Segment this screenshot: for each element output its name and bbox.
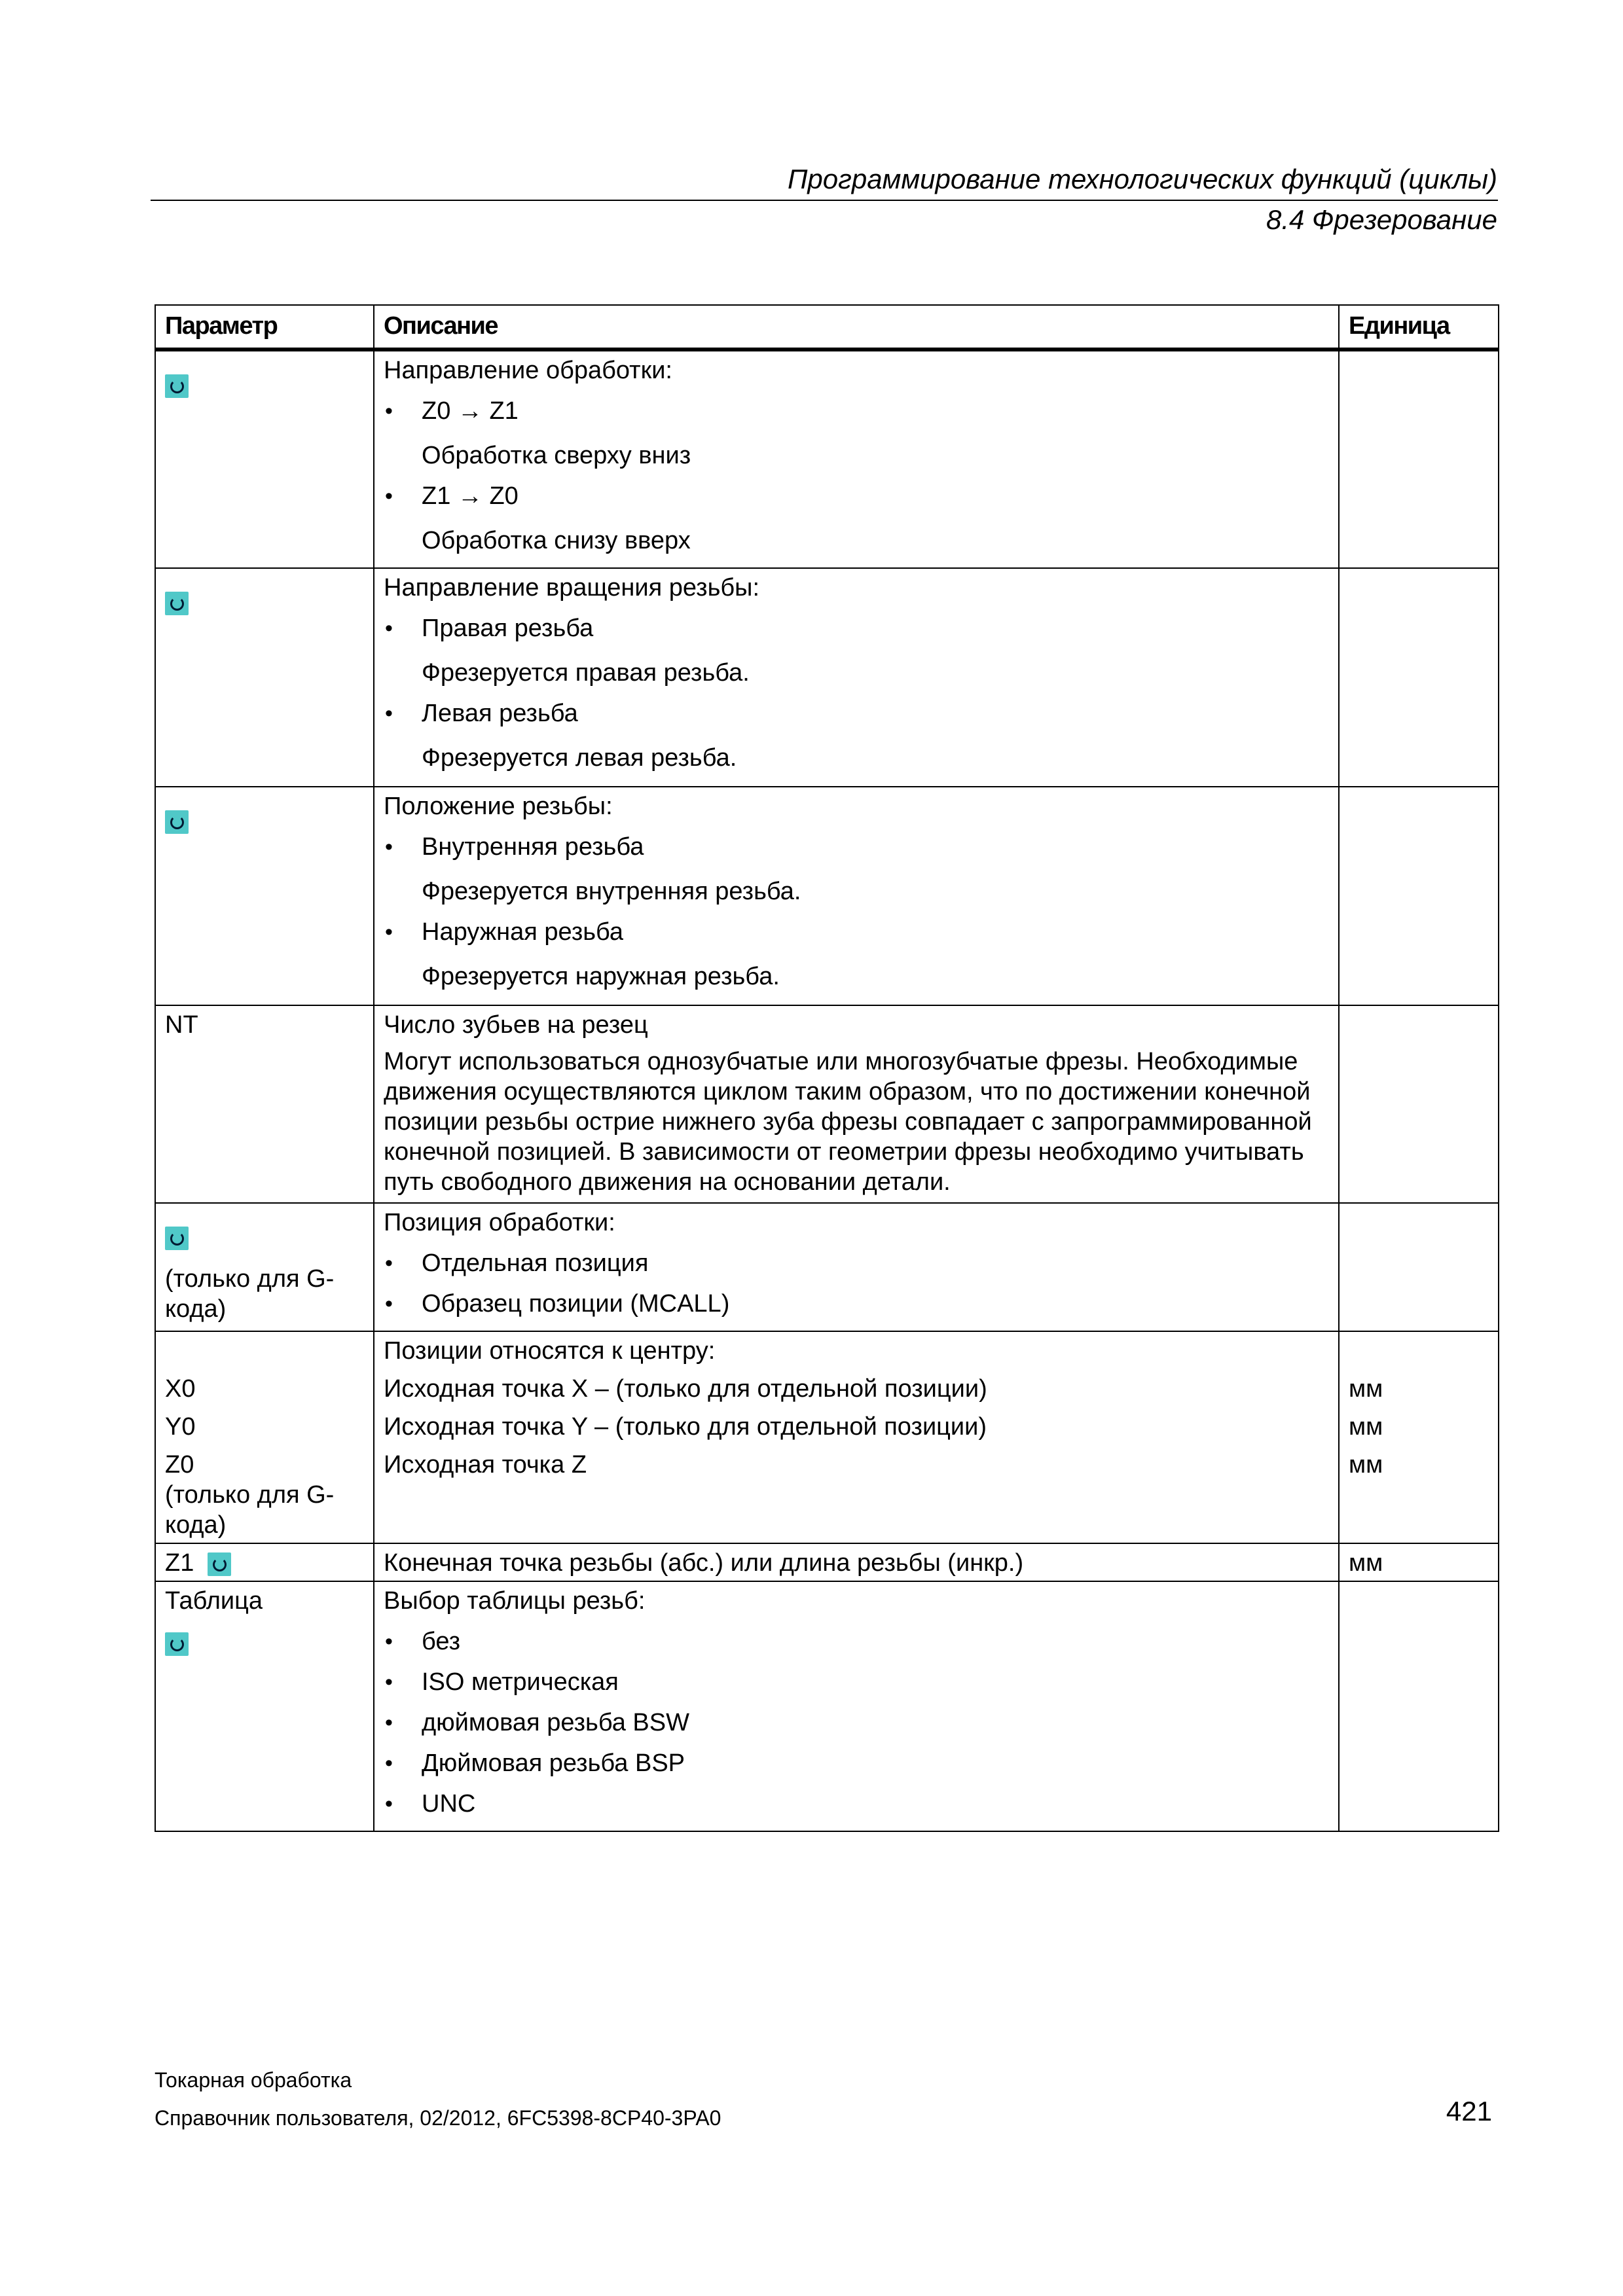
bullet-item: • UNC	[384, 1789, 1330, 1819]
footer-doc-ref: Справочник пользователя, 02/2012, 6FC5398-8CP40-3PA0	[155, 2106, 721, 2130]
parameter-table	[155, 304, 1499, 1832]
header-rule	[151, 200, 1498, 201]
unit-value: мм	[1349, 1549, 1383, 1577]
table-row	[155, 1203, 1499, 1331]
bullet-subtext: Фрезеруется левая резьба.	[422, 744, 737, 772]
table-row	[155, 1581, 1499, 1831]
bullet-item: • Отдельная позиция	[384, 1248, 1330, 1278]
bullet-subtext: Обработка сверху вниз	[422, 442, 691, 469]
param-cell	[155, 787, 374, 1005]
bullet-item: • Образец позиции (MCALL)	[384, 1289, 1330, 1319]
bullet-item: • Z0 → Z1	[384, 396, 1330, 426]
param-cell	[155, 1581, 374, 1831]
bullet-subtext: Обработка снизу вверх	[422, 527, 691, 554]
param-name: X0	[165, 1375, 196, 1403]
description-line: Исходная точка Y – (только для отдельной позиции)	[384, 1413, 987, 1441]
param-name: Таблица	[165, 1587, 263, 1615]
table-row	[155, 1543, 1499, 1581]
cycle-toggle-icon	[165, 374, 189, 398]
description-cell	[374, 787, 1339, 1005]
bullet-item: • Левая резьба	[384, 698, 1330, 728]
unit-value: мм	[1349, 1451, 1383, 1479]
param-cell	[155, 1331, 374, 1543]
param-cell	[155, 350, 374, 568]
unit-cell	[1339, 787, 1499, 1005]
bullet-item: • дюймовая резьба BSW	[384, 1708, 1330, 1738]
description-line: Исходная точка Z	[384, 1451, 587, 1479]
unit-cell	[1339, 1005, 1499, 1203]
unit-cell	[1339, 350, 1499, 568]
param-name: Z1	[165, 1549, 194, 1577]
bullet-subtext: Фрезеруется наружная резьба.	[422, 963, 780, 990]
description-title: Позиция обработки:	[384, 1209, 615, 1236]
unit-cell	[1339, 1581, 1499, 1831]
param-note: (только для G-кода)	[165, 1265, 335, 1323]
description-title: Конечная точка резьбы (абс.) или длина резьбы (инкр.)	[384, 1549, 1024, 1577]
param-cell	[155, 1543, 374, 1581]
cycle-toggle-icon	[165, 592, 189, 615]
cycle-toggle-icon	[165, 810, 189, 834]
table-row	[155, 787, 1499, 1005]
description-cell	[374, 1543, 1339, 1581]
param-cell	[155, 1005, 374, 1203]
param-note: (только для G-кода)	[165, 1481, 335, 1539]
table-row	[155, 1331, 1499, 1543]
unit-cell	[1339, 1203, 1499, 1331]
bullet-item: • Дюймовая резьба BSP	[384, 1748, 1330, 1778]
bullet-item: • Наружная резьба	[384, 917, 1330, 947]
unit-cell	[1339, 1331, 1499, 1543]
param-name: Y0	[165, 1413, 196, 1441]
column-header-parameter: Параметр	[155, 305, 374, 350]
bullet-subtext: Фрезеруется внутренняя резьба.	[422, 878, 801, 905]
table-header-row	[155, 305, 1499, 350]
table-row	[155, 350, 1499, 568]
param-name: NT	[165, 1011, 198, 1039]
description-cell	[374, 350, 1339, 568]
bullet-subtext: Фрезеруется правая резьба.	[422, 659, 750, 687]
unit-cell	[1339, 1543, 1499, 1581]
bullet-item: • ISO метрическая	[384, 1667, 1330, 1697]
column-header-unit: Единица	[1339, 305, 1499, 350]
description-cell	[374, 1331, 1339, 1543]
description-title: Выбор таблицы резьб:	[384, 1587, 646, 1615]
description-cell	[374, 1581, 1339, 1831]
unit-cell	[1339, 568, 1499, 787]
description-title: Направление вращения резьбы:	[384, 574, 760, 601]
column-header-description: Описание	[374, 305, 1339, 350]
section-title: 8.4 Фрезерование	[1266, 204, 1497, 235]
param-cell	[155, 568, 374, 787]
table-row	[155, 568, 1499, 787]
description-cell	[374, 568, 1339, 787]
param-name: Z0	[165, 1451, 194, 1479]
cycle-toggle-icon	[165, 1632, 189, 1656]
bullet-item: • Внутренняя резьба	[384, 832, 1330, 862]
cycle-toggle-icon	[208, 1552, 231, 1576]
description-cell	[374, 1005, 1339, 1203]
unit-value: мм	[1349, 1375, 1383, 1403]
description-title: Положение резьбы:	[384, 793, 613, 820]
bullet-item: • Правая резьба	[384, 613, 1330, 643]
chapter-title: Программирование технологических функций (циклы)	[787, 164, 1497, 194]
cycle-toggle-icon	[165, 1227, 189, 1250]
param-cell	[155, 1203, 374, 1331]
description-title: Направление обработки:	[384, 357, 672, 384]
description-title: Число зубьев на резец	[384, 1011, 648, 1039]
footer-product: Токарная обработка	[155, 2068, 352, 2092]
page-number: 421	[1446, 2096, 1492, 2126]
description-text: Могут использоваться однозубчатые или многозубчатые фрезы. Необходимые движения осуществляются циклом таким образом, что по достижении конечной позиции резьбы острие нижнего зуба фрезы совпадает с запрограммированной конечной позицией. В зависимости от геометрии фрезы необходимо учитывать путь свободного движения на основании детали.	[384, 1048, 1312, 1196]
description-cell	[374, 1203, 1339, 1331]
bullet-item: • Z1 → Z0	[384, 481, 1330, 511]
unit-value: мм	[1349, 1413, 1383, 1441]
description-line: Исходная точка X – (только для отдельной позиции)	[384, 1375, 987, 1403]
table-row	[155, 1005, 1499, 1203]
bullet-item: • без	[384, 1626, 1330, 1657]
description-title: Позиции относятся к центру:	[384, 1337, 716, 1365]
